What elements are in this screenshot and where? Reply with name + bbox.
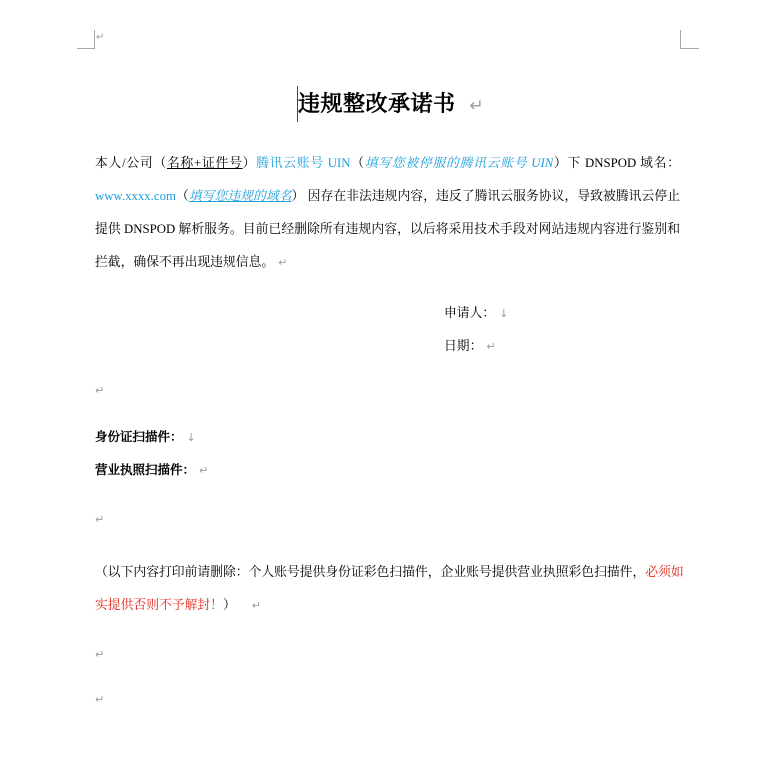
commitment-text: 拦截，确保不再出现违规信息。 bbox=[95, 255, 275, 269]
id-scan-label: 身份证扫描件： bbox=[95, 429, 183, 444]
paren-close: ） bbox=[242, 156, 257, 170]
license-scan-field bbox=[95, 462, 208, 479]
empty-paragraph-mark: ↵ bbox=[95, 648, 105, 661]
commitment-line-2 bbox=[95, 188, 680, 204]
margin-corner-top-left bbox=[77, 30, 95, 49]
note-line-2 bbox=[95, 597, 261, 614]
commitment-line-4 bbox=[95, 254, 287, 271]
margin-corner-top-right bbox=[680, 30, 699, 49]
empty-paragraph-mark: ↵ bbox=[95, 693, 105, 706]
applicant-label: 申请人： bbox=[444, 306, 496, 320]
paragraph-mark: ↵ bbox=[278, 256, 288, 269]
commitment-line-1 bbox=[95, 155, 680, 171]
title-text: 违规整改承诺书 bbox=[298, 92, 456, 117]
line-break-mark: ↓ bbox=[186, 431, 196, 444]
domain-label: 下 DNSPOD 域名： bbox=[567, 156, 681, 170]
empty-paragraph-mark: ↵ bbox=[95, 513, 105, 526]
date-label: 日期： bbox=[444, 339, 483, 353]
commitment-line-3 bbox=[95, 221, 680, 237]
paren-open: （ bbox=[350, 156, 365, 170]
line-break-mark: ↓ bbox=[499, 307, 509, 320]
paren-close: ） bbox=[222, 598, 236, 612]
name-id-placeholder: 名称+证件号 bbox=[166, 156, 243, 170]
document-title bbox=[298, 90, 484, 121]
account-uin-hint: 填写您被停服的腾讯云账号 UIN bbox=[364, 156, 554, 170]
paren-open: （ bbox=[175, 189, 189, 203]
note-warning: 实提供否则不予解封！ bbox=[95, 598, 223, 612]
note-line-1 bbox=[95, 564, 684, 580]
paren-close: ） bbox=[291, 189, 305, 203]
header-paragraph-mark: ↵ bbox=[96, 32, 105, 43]
id-scan-field bbox=[95, 429, 196, 446]
note-warning: 必须如 bbox=[645, 565, 684, 579]
paragraph-mark: ↵ bbox=[469, 96, 485, 116]
commitment-text: 提供 DNSPOD 解析服务。目前已经删除所有违规内容，以后将采用技术手段对网站违规内容进行鉴别和 bbox=[95, 222, 680, 236]
license-scan-label: 营业执照扫描件： bbox=[95, 462, 196, 477]
domain-placeholder: www.xxxx.com bbox=[95, 189, 176, 203]
paragraph-mark: ↵ bbox=[251, 599, 261, 612]
note-text: （以下内容打印前请删除：个人账号提供身份证彩色扫描件，企业账号提供营业执照彩色扫描件， bbox=[95, 565, 646, 579]
account-uin-label: 腾讯云账号 UIN bbox=[256, 156, 351, 170]
subject-prefix: 本人/公司（ bbox=[95, 156, 167, 170]
paren-close: ） bbox=[553, 156, 568, 170]
domain-hint: 填写您违规的域名 bbox=[188, 189, 292, 203]
violation-text: 因存在非法违规内容，违反了腾讯云服务协议，导致被腾讯云停止 bbox=[304, 189, 681, 203]
paragraph-mark: ↵ bbox=[199, 464, 209, 477]
date-field bbox=[444, 338, 496, 355]
paragraph-mark: ↵ bbox=[486, 340, 496, 353]
applicant-field bbox=[444, 305, 508, 322]
empty-paragraph-mark: ↵ bbox=[95, 384, 105, 397]
